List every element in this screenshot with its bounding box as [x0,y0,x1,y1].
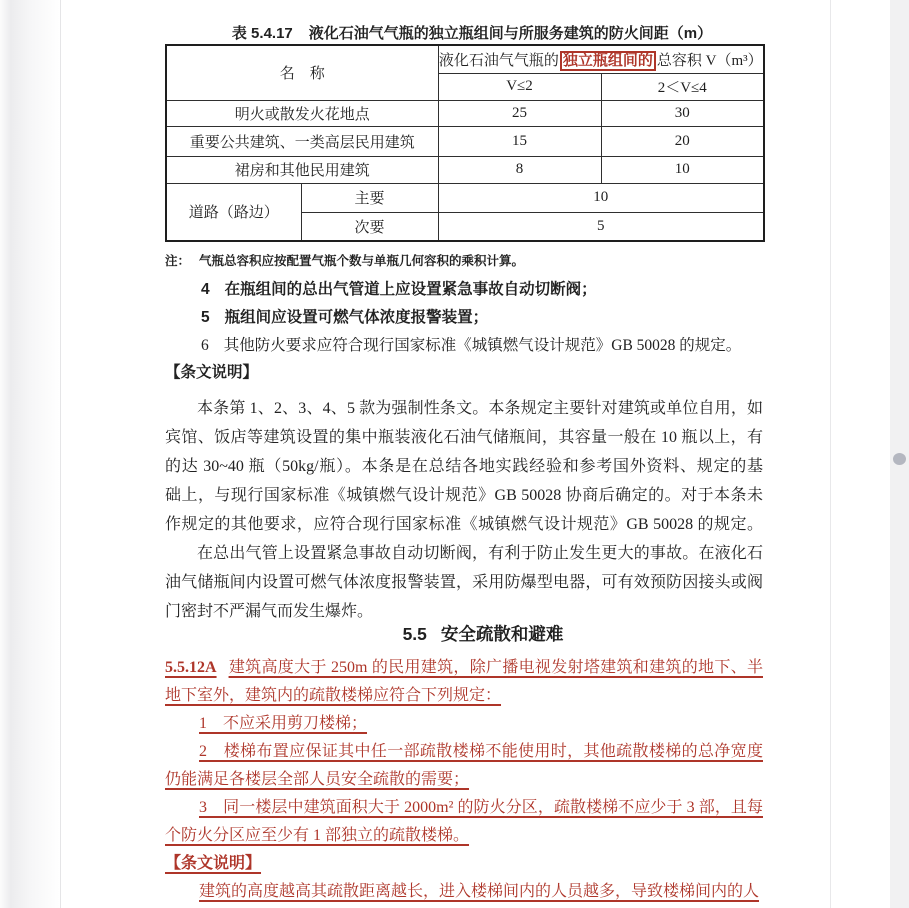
revision-line [165,654,763,682]
table-row-road-main [166,183,764,212]
table-note [165,253,763,269]
section-number: 5.5 [402,624,427,644]
row-value-1: 15 [438,126,601,156]
clause-number: 5 [201,309,210,326]
row-value-2: 30 [601,100,764,126]
row-value-1: 25 [438,100,601,126]
clause-text: 在瓶组间的总出气管道上应设置紧急事故自动切断阀； [224,281,597,298]
row-value-2: 20 [601,126,764,156]
revision-explanation-header: 【条文说明】 [165,855,262,872]
explanation-paragraph-1 [165,394,763,539]
fire-spacing-table [165,44,765,242]
table-row [166,126,764,156]
clause-6 [165,337,763,354]
text-line: 门密封不严漏气而发生爆炸。 [165,603,374,620]
subcol-2-v-4: 2＜V≤4 [601,73,764,100]
clause-text: 其他防火要求应符合现行国家标准《城镇燃气设计规范》GB 50028 的规定。 [223,337,742,354]
clause-number: 5.5.12A [165,659,217,676]
revision-item-3-cont: 个防火分区应至少有 1 部独立的疏散楼梯。 [165,827,470,844]
text-line: 在总出气管上设置紧急事故自动切断阀，有利于防止发生更大的事故。在液化石 [197,545,763,562]
revision-item-1: 1 不应采用剪刀楼梯； [199,715,368,732]
header-revision-box: 独立瓶组间的 [560,51,656,71]
revision-line: 地下室外，建筑内的疏散楼梯应符合下列规定： [165,687,502,704]
road-secondary-value: 5 [438,212,764,241]
text-line: 宾馆、饭店等建筑设置的集中瓶装液化石油气储瓶间，其容量一般在 10 瓶以上，有 [165,429,763,446]
clause-text: 建筑高度大于 250m 的民用建筑，除广播电视发射塔建筑和建筑的地下、半 [228,659,763,676]
road-main-label: 主要 [301,183,438,212]
scroll-indicator-dot[interactable] [893,453,906,465]
text-line: 作规定的其他要求，应符合现行国家标准《城镇燃气设计规范》GB 50028 的规定。 [165,516,763,533]
table-row [166,100,764,126]
table-header-name: 名 称 [166,45,438,100]
road-main-value: 10 [438,183,764,212]
page-right-edge-line [830,0,831,908]
text-line: 的达 30~40 瓶（50kg/瓶）。本条是在总结各地实践经验和参考国外资料、规定的基 [165,458,763,475]
table-caption-number: 表 5.4.17 [231,25,293,42]
road-label: 道路（路边） [166,183,301,241]
text-line: 础上，与现行国家标准《城镇燃气设计规范》GB 50028 协商后确定的。对于本条未 [165,487,763,504]
clause-4 [165,281,763,298]
subcol-v-le-2: V≤2 [438,73,601,100]
clause-text: 瓶组间应设置可燃气体浓度报警装置； [224,309,489,326]
header-suffix: 总容积 V（m³） [656,52,763,69]
revision-explanation-line: 建筑的高度越高其疏散距离越长，进入楼梯间内的人员越多，导致楼梯间内的人 [199,883,760,900]
table-header-volume [438,45,764,73]
row-value-2: 10 [601,156,764,183]
section-title: 安全疏散和避难 [440,624,564,644]
row-label: 裙房和其他民用建筑 [166,156,438,183]
page-left-edge-shadow [0,0,61,908]
header-prefix: 液化石油气气瓶的 [438,52,559,69]
clause-5 [165,309,763,326]
revision-item-2: 2 楼梯布置应保证其中任一部疏散楼梯不能使用时，其他疏散楼梯的总净宽度 [199,743,763,760]
explanation-header: 【条文说明】 [165,364,259,381]
row-label: 明火或散发火花地点 [166,100,438,126]
note-label: 注： [165,254,191,268]
text-line: 本条第 1、2、3、4、5 款为强制性条文。本条规定主要针对建筑或单位自用，如 [197,400,763,417]
section-5-5-heading [184,620,782,648]
clause-5-5-12a-revision [165,654,763,906]
row-label: 重要公共建筑、一类高层民用建筑 [166,126,438,156]
note-text: 气瓶总容积应按配置气瓶个数与单瓶几何容积的乘积计算。 [199,254,525,268]
table-caption [173,23,771,44]
road-secondary-label: 次要 [301,212,438,241]
table-row [166,156,764,183]
revision-item-3: 3 同一楼层中建筑面积大于 2000m² 的防火分区，疏散楼梯不应少于 3 部，且每 [199,799,763,816]
revision-item-2-cont: 仍能满足各楼层全部人员安全疏散的需要； [165,771,470,788]
page-content [165,0,763,906]
clause-number: 4 [201,281,210,298]
table-header-row [166,45,764,73]
explanation-paragraph-2 [165,539,763,626]
row-value-1: 8 [438,156,601,183]
table-caption-text: 液化石油气气瓶的独立瓶组间与所服务建筑的防火间距（m） [308,25,713,42]
clause-number: 6 [201,337,209,354]
text-line: 油气储瓶间内设置可燃气体浓度报警装置，采用防爆型电器，可有效预防因接头或阀 [165,574,763,591]
